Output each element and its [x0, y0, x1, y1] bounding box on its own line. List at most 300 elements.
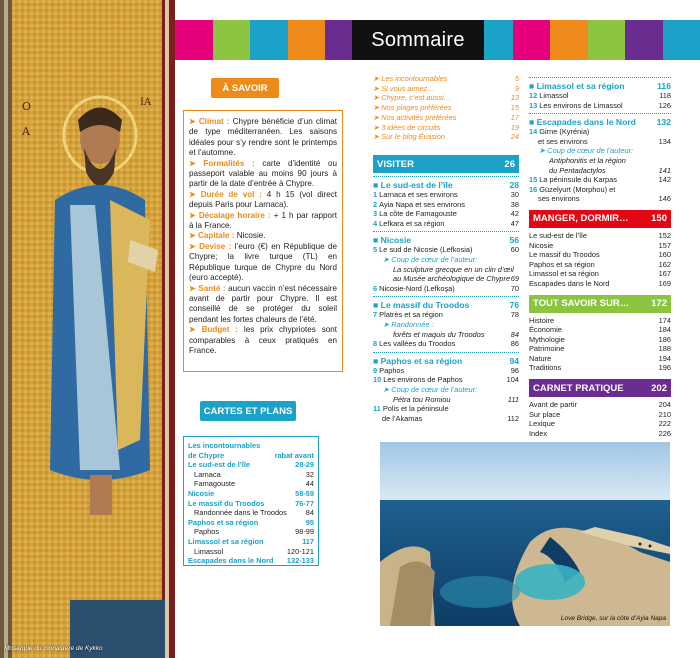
a-savoir-key: ➤ Devise : [189, 241, 232, 251]
chapter-page: 94 [509, 355, 519, 366]
toc-entry-left [373, 200, 465, 210]
intro-item [373, 132, 519, 142]
tout-savoir-row-page: 194 [658, 353, 671, 363]
intro-list [373, 74, 519, 142]
cartes-label: Limassol et sa région [188, 536, 264, 546]
toc-entry-label: Paphos [379, 365, 405, 375]
chapter-heading [373, 356, 519, 366]
a-savoir-key: ➤ Capitale : [189, 231, 235, 241]
chapter-page: 56 [509, 235, 519, 246]
carnet-row-page: 222 [658, 419, 671, 429]
toc-entry-page: 60 [510, 245, 519, 255]
carnet-row [529, 400, 671, 410]
tout-savoir-label: Nature [529, 353, 552, 363]
svg-text:ΙΑ: ΙΑ [140, 97, 152, 108]
toc-entry-page: 78 [510, 310, 519, 320]
tout-savoir-label: Traditions [529, 363, 562, 373]
tout-savoir-row [529, 325, 671, 335]
cartes-row [188, 451, 314, 461]
toc-entry-left [373, 404, 449, 414]
cartes-page: 98-99 [295, 527, 314, 537]
toc-entry [373, 414, 519, 424]
a-savoir-key: ➤ Santé : [189, 283, 226, 293]
cartes-row [188, 518, 314, 528]
toc-entry [373, 209, 519, 219]
toc-entry-number: 12 [529, 91, 540, 100]
toc-entry-number: 6 [373, 283, 380, 293]
band-stripe [213, 20, 251, 60]
chapter-title: ■ Paphos et sa région [373, 355, 463, 366]
toc-entry-left [373, 190, 458, 200]
manger-row [529, 250, 671, 260]
col3-section [529, 74, 671, 438]
toc-entry-left [373, 284, 455, 294]
svg-text:Α: Α [22, 125, 30, 138]
carnet-label: Sur place [529, 409, 561, 419]
toc-entry [529, 101, 671, 111]
manger-label: Paphos et sa région [529, 259, 595, 269]
chapter-heading [373, 180, 519, 190]
chapter-rule [373, 352, 519, 353]
manger-row-page: 162 [658, 259, 671, 269]
manger-row [529, 279, 671, 289]
carnet-row-page: 226 [658, 428, 671, 438]
cartes-page: 120-121 [286, 546, 314, 556]
a-savoir-box [183, 110, 343, 372]
band-stripe [250, 20, 288, 60]
toc-entry-page: 30 [510, 190, 519, 199]
band-stripe [588, 20, 626, 60]
cartes-label: Nicosie [188, 488, 215, 498]
manger-row-page: 169 [658, 278, 671, 288]
cartes-row [188, 441, 314, 451]
manger-label: Le massif du Troodos [529, 250, 600, 260]
coup-de-coeur-text [373, 274, 519, 284]
cartes-label: Les incontournables [188, 441, 261, 450]
toc-entry-number: 14 [529, 127, 540, 137]
coup-label: La sculpture grecque en un clin d’œil [393, 264, 514, 274]
chapter-heading [373, 300, 519, 310]
cartes-row [188, 537, 314, 547]
cartes-label: Larnaca [194, 469, 221, 479]
cartes-label: de Chypre [188, 450, 225, 460]
tout-savoir-label: Patrimoine [529, 344, 565, 354]
intro-item [373, 74, 519, 84]
manger-row [529, 269, 671, 279]
a-savoir-text: carte d’identité ou passeport valable au moins 90 jours à partir de la date d’entrée à Chypre. [189, 158, 337, 189]
intro-item [373, 123, 519, 133]
toc-entry-left [529, 175, 617, 185]
toc-entry-page: 96 [510, 365, 519, 375]
coup-de-coeur-label: ➤ Coup de cœur de l’auteur: [383, 254, 478, 264]
toc-entry [373, 284, 519, 294]
toc-entry-number: 1 [373, 190, 380, 199]
cartes-row [188, 527, 314, 537]
toc-entry-page: 146 [658, 194, 671, 204]
toc-entry-number: 10 [373, 375, 384, 385]
chapter-page: 132 [656, 117, 671, 128]
a-savoir-item [189, 325, 337, 356]
tout-savoir-row-page: 184 [658, 325, 671, 335]
cartes-page: 28-29 [295, 460, 314, 470]
toc-entry [373, 366, 519, 376]
cartes-row [188, 489, 314, 499]
coup-de-coeur-label: ➤ Coup de cœur de l’auteur: [383, 384, 478, 394]
cartes-page: 58-59 [295, 488, 314, 498]
toc-entry-label: Les environs de Paphos [383, 375, 463, 385]
cartes-row [188, 508, 314, 518]
toc-entry-page: 112 [507, 413, 519, 423]
manger-label: Escapades dans le Nord [529, 278, 610, 288]
toc-entry [373, 219, 519, 229]
coup-de-coeur-label: ➤ Randonnée : [383, 319, 434, 329]
coup-de-coeur-text [373, 330, 519, 340]
a-savoir-text: 4 h 15 (vol direct depuis Paris pour Larnaca). [189, 189, 337, 210]
carnet-title: CARNET PRATIQUE [533, 382, 624, 394]
chapter-rule [373, 176, 519, 177]
toc-entry [373, 245, 519, 255]
toc-entry-left [529, 91, 568, 101]
intro-page: 17 [510, 112, 519, 122]
tout-savoir-row-page: 174 [658, 315, 671, 325]
intro-item [373, 103, 519, 113]
band-stripe [663, 20, 700, 60]
toc-entry-label: Limassol [539, 91, 569, 100]
chapter-heading [529, 117, 671, 127]
toc-entry [529, 91, 671, 101]
love-bridge-photo [380, 442, 670, 626]
chapter-title: ■ Limassol et sa région [529, 81, 625, 91]
cartes-row [188, 470, 314, 480]
toc-entry-label: La péninsule du Karpas [539, 175, 617, 185]
coup-de-coeur-text [529, 166, 671, 176]
chapter-page: 28 [509, 180, 519, 190]
a-savoir-item [189, 284, 337, 326]
toc-entry-number: 9 [373, 365, 380, 375]
tout-savoir-row [529, 363, 671, 373]
intro-page: 24 [510, 132, 519, 142]
cartes-page: 117 [302, 536, 314, 546]
coup-label: Antiphonitis et la région [549, 155, 626, 165]
a-savoir-key: ➤ Décalage horaire : [189, 210, 271, 220]
cartes-badge: CARTES ET PLANS [200, 401, 296, 421]
tout-savoir-row [529, 335, 671, 345]
visiter-title: VISITER [377, 158, 414, 170]
intro-page: 5 [514, 74, 519, 83]
toc-entry [529, 194, 671, 204]
a-savoir-item [189, 242, 337, 284]
carnet-row [529, 429, 671, 439]
toc-entry-label: Larnaca et ses environs [379, 190, 458, 199]
a-savoir-item [189, 117, 337, 159]
toc-entry-left [529, 137, 588, 147]
carnet-row-page: 210 [658, 409, 671, 419]
toc-entry-number: 15 [529, 175, 540, 185]
chapter-title: ■ Escapades dans le Nord [529, 117, 636, 128]
cartes-row [188, 556, 314, 566]
coup-de-coeur-text [373, 395, 519, 405]
intro-page: 9 [514, 83, 519, 93]
intro-label: ➤ Nos plages préférées [373, 103, 452, 113]
toc-entry-left [373, 414, 422, 424]
manger-label: Nicosie [529, 240, 554, 250]
coup-label: au Musée archéologique de Chypre [393, 274, 511, 284]
toc-entry-label: de l’Akamas [382, 413, 423, 423]
cartes-page: rabat avant [274, 450, 314, 460]
toc-entry [373, 404, 519, 414]
toc-entry [529, 137, 671, 147]
carnet-row [529, 410, 671, 420]
tout-savoir-row-page: 188 [658, 344, 671, 354]
a-savoir-key: ➤ Durée de vol : [189, 189, 262, 199]
page-title: Sommaire [352, 20, 484, 60]
band-stripe [288, 20, 326, 60]
cartes-page: 95 [305, 517, 314, 527]
toc-entry-page: 86 [510, 339, 519, 349]
toc-entry [373, 339, 519, 349]
cartes-page: 76-77 [295, 498, 314, 508]
toc-entry-number: 8 [373, 339, 380, 349]
coup-de-coeur-text [529, 156, 671, 166]
a-savoir-key: ➤ Budget : [189, 325, 239, 335]
chapter-rule [529, 77, 671, 78]
toc-entry-left [529, 185, 615, 195]
tout-savoir-row [529, 354, 671, 364]
band-stripe [175, 20, 213, 60]
cartes-label: Randonnée dans le Troodos [194, 508, 287, 518]
chapter-rule [373, 231, 519, 232]
a-savoir-item [189, 211, 337, 232]
toc-entry-label: Girne (Kyrénia) [539, 127, 590, 137]
toc-entry-left [373, 366, 404, 376]
band-stripe [625, 20, 663, 60]
toc-entry-page: 104 [506, 375, 519, 385]
coup-label: forêts et maquis du Troodos [393, 329, 485, 339]
toc-entry-page: 47 [510, 218, 519, 228]
toc-entry [529, 185, 671, 195]
manger-row [529, 231, 671, 241]
chapter-title: ■ Nicosie [373, 235, 412, 246]
a-savoir-text: Nicosie. [234, 231, 266, 241]
toc-entry-left [373, 209, 457, 219]
chapter-page: 76 [509, 300, 519, 311]
chapter-rule [529, 113, 671, 114]
cartes-label: Paphos et sa région [188, 517, 259, 527]
tout-savoir-title: TOUT SAVOIR SUR… [533, 298, 630, 309]
manger-row-page: 157 [658, 240, 671, 250]
a-savoir-text: les prix chypriotes sont comparables à ceux pratiqués en France. [189, 325, 337, 355]
toc-entry [373, 375, 519, 385]
toc-entry-number: 3 [373, 209, 380, 219]
carnet-page: 202 [651, 382, 667, 394]
a-savoir-item [189, 190, 337, 211]
toc-entry-label: Polis et la péninsule [382, 404, 449, 414]
a-savoir-text: l’euro (€) en République de Chypre; la livre turque (TL) en République turque de Chypre du Nord (euro accepté). [189, 241, 337, 283]
toc-entry-page: 70 [510, 283, 519, 293]
toc-entry-left [373, 245, 472, 255]
manger-bar [529, 210, 671, 228]
toc-entry [529, 127, 671, 137]
chapter-heading [529, 81, 671, 91]
toc-entry-page: 126 [658, 100, 671, 110]
a-savoir-text: aucun vaccin n’est nécessaire avant de partir pour Chypre. Il est conseillé de se protéger du soleil pendant les fortes chaleurs de l’été. [189, 283, 338, 324]
toc-entry-label: Lefkara et sa région [379, 218, 445, 228]
manger-row-page: 160 [658, 250, 671, 260]
toc-entry-left [529, 101, 623, 111]
toc-entry [373, 200, 519, 210]
tout-savoir-row [529, 316, 671, 326]
carnet-label: Avant de partir [529, 400, 577, 410]
mosaic-photo [0, 0, 175, 658]
toc-entry-label: et ses environs [538, 136, 588, 146]
toc-entry-label: Les environs de Limassol [539, 100, 623, 110]
intro-page: 13 [510, 93, 519, 103]
coup-page: 69 [510, 274, 519, 284]
manger-row [529, 241, 671, 251]
tout-savoir-row [529, 344, 671, 354]
tout-savoir-row-page: 196 [658, 363, 671, 373]
toc-entry-page: 38 [510, 199, 519, 209]
intro-page: 19 [510, 122, 519, 132]
toc-entry-label: Nicosie-Nord (Lefkoşa) [379, 283, 455, 293]
tout-savoir-row-page: 186 [658, 334, 671, 344]
cartes-row [188, 479, 314, 489]
a-savoir-item [189, 231, 337, 241]
toc-entry-label: Güzelyurt (Morphou) et [539, 184, 616, 194]
toc-entry-label: ses environs [538, 194, 580, 204]
intro-page: 15 [510, 103, 519, 113]
manger-row-page: 152 [658, 230, 671, 240]
visiter-bar [373, 155, 519, 173]
chapter-title: ■ Le sud-est de l’île [373, 180, 453, 190]
toc-entry-number: 4 [373, 218, 380, 228]
mosaic-caption: Mosaïque du monastère de Kykko [4, 645, 103, 652]
intro-label: ➤ Si vous aimez… [373, 83, 435, 93]
cartes-box [183, 436, 319, 566]
toc-entry-left [529, 194, 580, 204]
cartes-row [188, 499, 314, 509]
coup-page: 84 [510, 329, 519, 339]
coup-de-coeur-text [373, 265, 519, 275]
toc-entry-left [373, 339, 455, 349]
toc-entry-label: Les vallées du Troodos [379, 339, 456, 349]
intro-item [373, 84, 519, 94]
cartes-label: Escapades dans le Nord [188, 556, 274, 566]
tout-savoir-label: Économie [529, 325, 562, 335]
manger-row-page: 167 [658, 269, 671, 279]
toc-entry-number: 13 [529, 100, 540, 110]
carnet-row [529, 419, 671, 429]
manger-label: Limassol et sa région [529, 269, 599, 279]
toc-entry-page: 118 [659, 91, 671, 100]
cartes-page: 132-133 [286, 556, 314, 566]
toc-entry-label: Ayia Napa et ses environs [379, 199, 465, 209]
cartes-label: Le sud-est de l’île [188, 460, 251, 470]
coup-label: du Pentadactylos [549, 165, 606, 175]
toc-entry [373, 190, 519, 200]
band-stripe [513, 20, 551, 60]
chapter-heading [373, 235, 519, 245]
band-stripe [550, 20, 588, 60]
toc-entry-number: 7 [373, 310, 380, 320]
chapter-rule [373, 296, 519, 297]
a-savoir-text: + 1 h par rapport à la France. [189, 210, 337, 231]
cartes-page: 32 [305, 469, 314, 479]
toc-entry-label: La côte de Famagouste [379, 209, 457, 219]
toc-entry-left [529, 127, 589, 137]
toc-entry-label: Platrès et sa région [379, 310, 443, 320]
toc-entry-number: 2 [373, 199, 380, 209]
coup-de-coeur-label: ➤ Coup de cœur de l’auteur: [539, 146, 634, 156]
toc-entry-number: 5 [373, 245, 380, 255]
chapter-page: 116 [657, 81, 671, 91]
toc-entry [529, 175, 671, 185]
tout-savoir-bar [529, 295, 671, 313]
toc-entry-left [373, 375, 463, 385]
coup-page: 111 [507, 394, 519, 404]
intro-label: ➤ Les incontournables [373, 74, 448, 83]
cartes-page: 84 [305, 508, 314, 518]
toc-entry-left [373, 219, 445, 229]
carnet-label: Lexique [529, 419, 555, 429]
intro-label: ➤ Sur le blog Évasion [373, 132, 445, 142]
toc-entry-page: 142 [658, 175, 671, 185]
a-savoir-key: ➤ Formalités : [189, 158, 255, 168]
cartes-label: Famagouste [194, 479, 236, 489]
coup-page: 141 [658, 165, 671, 175]
intro-item [373, 113, 519, 123]
manger-title: MANGER, DORMIR… [533, 213, 629, 225]
toc-entry-number: 16 [529, 184, 540, 194]
intro-item [373, 93, 519, 103]
tout-savoir-page: 172 [651, 298, 667, 309]
cartes-row [188, 460, 314, 470]
a-savoir-item [189, 159, 337, 190]
intro-label: ➤ 3 idées de circuits [373, 122, 441, 132]
toc-entry [373, 310, 519, 320]
carnet-label: Index [529, 428, 548, 438]
intro-label: ➤ Chypre, c’est aussi… [373, 93, 452, 103]
manger-page: 150 [651, 213, 667, 225]
cartes-label: Paphos [194, 527, 220, 537]
visiter-section [373, 155, 519, 423]
cartes-page: 44 [305, 479, 314, 489]
photo-caption: Love Bridge, sur la côte d’Ayia Napa [560, 615, 666, 622]
chapter-title: ■ Le massif du Troodos [373, 300, 470, 311]
toc-entry-label: Le sud de Nicosie (Lefkosia) [379, 245, 473, 255]
intro-label: ➤ Nos activités préférées [373, 112, 457, 122]
cartes-row [188, 547, 314, 557]
cartes-label: Limassol [194, 546, 224, 556]
a-savoir-key: ➤ Climat : [189, 117, 230, 126]
toc-entry-left [373, 310, 443, 320]
tout-savoir-label: Histoire [529, 315, 555, 325]
coup-label: Pétra tou Romiou [393, 394, 451, 404]
manger-row [529, 260, 671, 270]
svg-text:Ο: Ο [22, 100, 32, 113]
toc-entry-page: 42 [510, 209, 519, 219]
a-savoir-text: Chypre bénéficie d’un climat de type méditerranéen. Les saisons idéales pour s’y rendre sont le printemps et l’automne. [189, 117, 337, 158]
toc-entry-page: 134 [658, 136, 671, 146]
toc-entry-number: 11 [373, 404, 383, 414]
a-savoir-badge: À SAVOIR [211, 78, 279, 98]
tout-savoir-label: Mythologie [529, 334, 565, 344]
carnet-bar [529, 379, 671, 397]
visiter-page: 26 [504, 158, 515, 170]
carnet-row-page: 204 [658, 400, 671, 410]
cartes-label: Le massif du Troodos [188, 498, 265, 508]
manger-label: Le sud-est de l’île [529, 230, 587, 240]
